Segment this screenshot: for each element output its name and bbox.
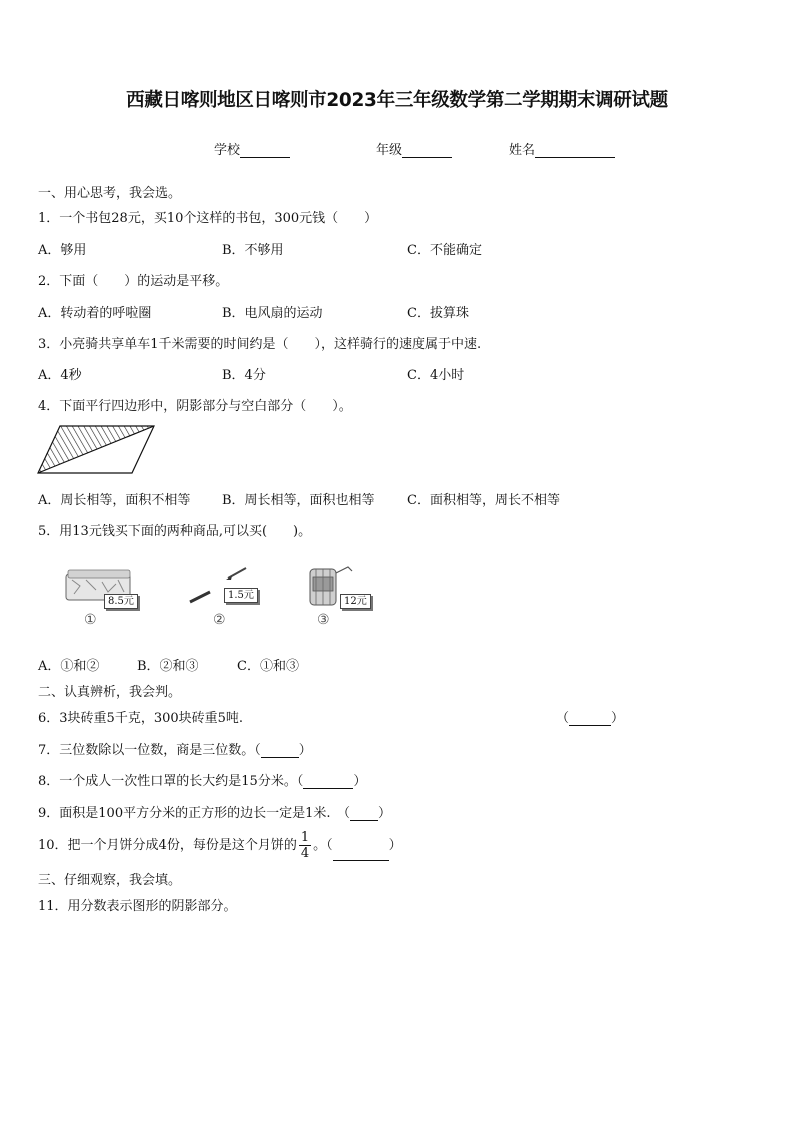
section-2-heading: 二、认真辨析，我会判。	[38, 685, 182, 700]
name-blank[interactable]	[535, 143, 615, 158]
q7-text: 7．三位数除以一位数，商是三位数。（	[38, 743, 261, 758]
item-2-mark: ②	[213, 612, 226, 628]
q5-option-b[interactable]: B．②和③	[137, 659, 199, 674]
q6-close-paren: ）	[611, 711, 625, 726]
q6-blank[interactable]	[569, 713, 611, 726]
q4-option-a[interactable]: A．周长相等，面积不相等	[38, 493, 191, 508]
q5-option-c[interactable]: C．①和③	[237, 659, 299, 674]
q4-option-c[interactable]: C．面积相等，周长不相等	[407, 493, 560, 508]
school-field	[214, 139, 290, 158]
q7-line	[38, 739, 312, 758]
q2-option-b[interactable]: B．电风扇的运动	[222, 306, 323, 321]
q10-fraction-denominator: 4	[300, 846, 310, 861]
q2-option-c[interactable]: C．拔算珠	[407, 306, 469, 321]
q9-blank[interactable]	[350, 808, 378, 821]
q3-option-b[interactable]: B．4分	[222, 368, 266, 383]
name-label: 姓名	[509, 143, 536, 158]
q10-blank[interactable]	[333, 848, 389, 861]
q8-close-paren: ）	[353, 774, 367, 789]
q10-fraction	[299, 830, 311, 861]
q2-text: 2．下面（ ）的运动是平移。	[38, 274, 229, 289]
item-1-price: 8.5元	[104, 594, 138, 609]
school-label: 学校	[214, 143, 241, 158]
q7-blank[interactable]	[261, 745, 299, 758]
grade-blank[interactable]	[402, 143, 452, 158]
q7-close-paren: ）	[298, 743, 312, 758]
q10-fraction-numerator: 1	[300, 830, 310, 845]
item-1-mark: ①	[84, 612, 97, 628]
item-3-mark: ③	[317, 612, 330, 628]
grade-label: 年级	[376, 143, 403, 158]
q11-text: 11．用分数表示图形的阴影部分。	[38, 899, 237, 914]
parallelogram-figure	[36, 424, 158, 476]
grade-field	[376, 139, 452, 158]
q3-option-a[interactable]: A．4秒	[38, 368, 82, 383]
q6-text: 6．3块砖重5千克，300块砖重5吨.	[38, 711, 244, 726]
q9-close-paren: ）	[378, 806, 392, 821]
q2-option-a[interactable]: A．转动着的呼啦圈	[38, 306, 152, 321]
q1-option-b[interactable]: B．不够用	[222, 243, 284, 258]
q10-after-text: 。（	[313, 838, 333, 853]
q3-option-c[interactable]: C．4小时	[407, 368, 465, 383]
q4-option-b[interactable]: B．周长相等，面积也相等	[222, 493, 375, 508]
q9-text: 9．面积是100平方分米的正方形的边长一定是1米. （	[38, 806, 350, 821]
item-2-price: 1.5元	[224, 588, 258, 603]
q8-blank[interactable]	[303, 776, 353, 789]
school-blank[interactable]	[240, 143, 290, 158]
q6-answer[interactable]	[556, 707, 624, 726]
q9-line	[38, 802, 391, 821]
q8-line	[38, 770, 366, 789]
q6-open-paren: （	[556, 711, 570, 726]
q1-option-a[interactable]: A．够用	[38, 243, 87, 258]
name-field	[509, 139, 615, 158]
section-3-heading: 三、仔细观察，我会填。	[38, 873, 182, 888]
q8-text: 8．一个成人一次性口罩的长大约是15分米。（	[38, 774, 304, 789]
q1-option-c[interactable]: C．不能确定	[407, 243, 482, 258]
q1-text: 1．一个书包28元，买10个这样的书包，300元钱（ ）	[38, 211, 378, 226]
q5-option-a[interactable]: A．①和②	[38, 659, 100, 674]
q5-text: 5．用13元钱买下面的两种商品,可以买( )。	[38, 524, 312, 539]
page-title: 西藏日喀则地区日喀则市2023年三年级数学第二学期期末调研试题	[126, 90, 668, 111]
q10-close-paren: ）	[388, 838, 402, 853]
item-3-price: 12元	[340, 594, 371, 609]
section-1-heading: 一、用心思考，我会选。	[38, 186, 182, 201]
q10-line	[38, 830, 402, 861]
q3-text: 3．小亮骑共享单车1千米需要的时间约是（ ），这样骑行的速度属于中速.	[38, 337, 482, 352]
q10-text: 10．把一个月饼分成4份，每份是这个月饼的	[38, 838, 297, 853]
q4-text: 4．下面平行四边形中，阴影部分与空白部分（ ）。	[38, 399, 352, 414]
